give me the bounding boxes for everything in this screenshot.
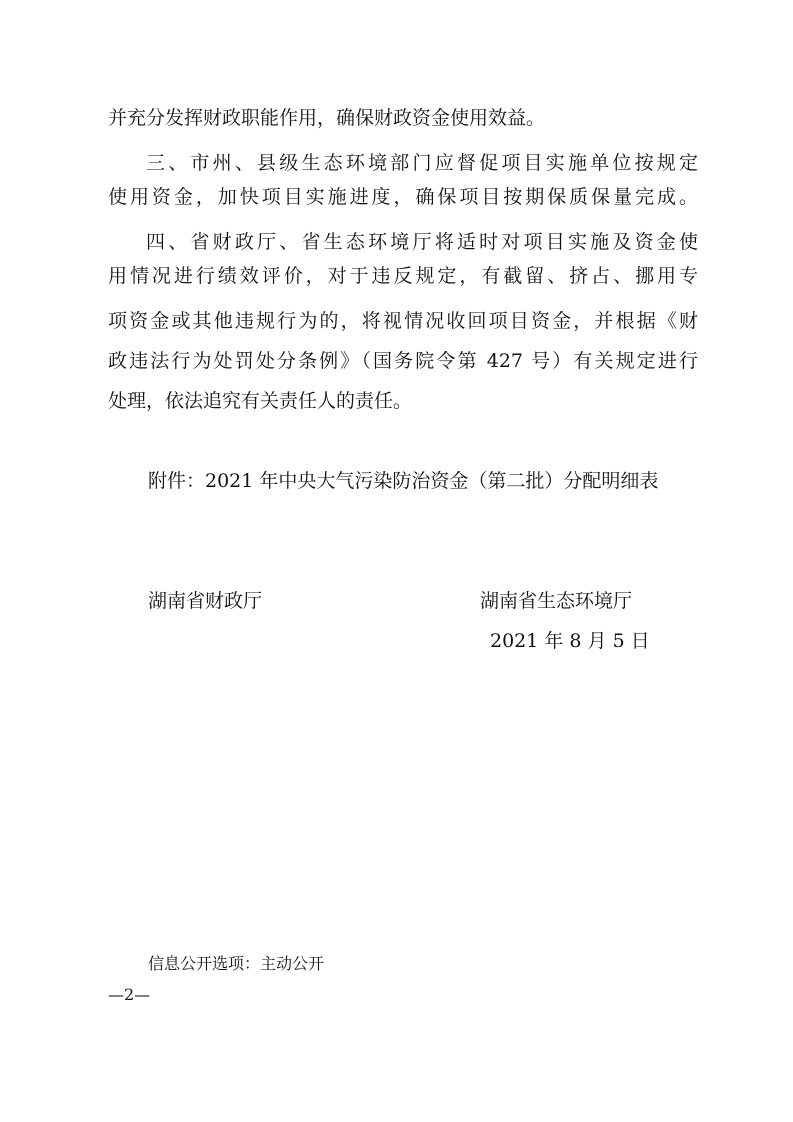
disclosure-option: 信息公开选项：主动公开: [148, 954, 325, 973]
body-line-2: 三、市州、县级生态环境部门应督促项目实施单位按规定: [146, 152, 698, 174]
body-line-3: 使用资金，加快项目实施进度，确保项目按期保质保量完成。: [108, 186, 698, 208]
page-number: —2—: [108, 985, 151, 1004]
body-line-1: 并充分发挥财政职能作用，确保财政资金使用效益。: [108, 107, 546, 129]
signature-date: 2021 年 8 月 5 日: [490, 630, 650, 652]
body-line-5: 用情况进行绩效评价，对于违反规定，有截留、挤占、挪用专: [108, 265, 698, 287]
signature-finance-department: 湖南省财政厅: [148, 590, 263, 612]
body-line-7: 政违法行为处罚处分条例》（国务院令第 427 号）有关规定进行: [108, 350, 698, 372]
attachment-note: 附件：2021 年中央大气污染防治资金（第二批）分配明细表: [148, 470, 659, 492]
body-line-4: 四、省财政厅、省生态环境厅将适时对项目实施及资金使: [146, 231, 698, 253]
body-line-6: 项资金或其他违规行为的，将视情况收回项目资金，并根据《财: [108, 310, 698, 332]
signature-environment-department: 湖南省生态环境厅: [480, 590, 633, 612]
body-line-8: 处理，依法追究有关责任人的责任。: [108, 390, 413, 412]
